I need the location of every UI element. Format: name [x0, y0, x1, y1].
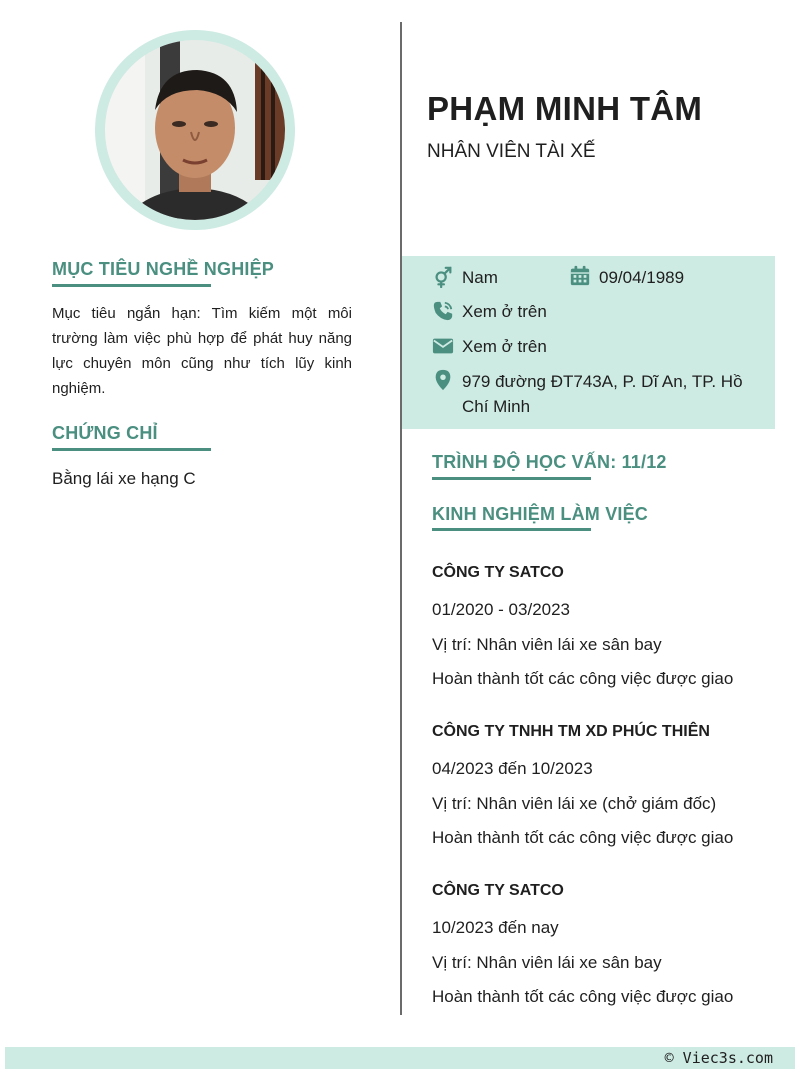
certificates-text: Bằng lái xe hạng C: [52, 469, 196, 488]
job-period: 04/2023 đến 10/2023: [432, 759, 593, 778]
experience-heading: KINH NGHIỆM LÀM VIỆC: [432, 504, 649, 524]
calendar-icon: [569, 265, 591, 287]
phone-value: Xem ở trên: [462, 302, 547, 321]
certificates-heading: CHỨNG CHỈ: [52, 423, 158, 443]
objective-heading-underline: [52, 284, 211, 287]
education-heading-underline: [432, 477, 591, 480]
job-position: Vị trí: Nhân viên lái xe sân bay: [432, 953, 662, 972]
job-description: Hoàn thành tốt các công việc được giao: [432, 987, 734, 1006]
job-company: CÔNG TY TNHH TM XD PHÚC THIÊN: [432, 723, 710, 740]
profile-photo: [105, 40, 285, 220]
email-value: Xem ở trên: [462, 337, 547, 356]
experience-heading-underline: [432, 528, 591, 531]
footer-copyright: © Viec3s.com: [664, 1049, 773, 1067]
objective-text: Mục tiêu ngắn hạn: Tìm kiếm một môi trường làm việc phù hợp để phát huy năng lực chuyên môn cũng như tích lũy kinh nghiệm.: [52, 305, 352, 397]
gender-icon: [432, 266, 454, 288]
job-period: 01/2020 - 03/2023: [432, 600, 571, 619]
birthdate-value: 09/04/1989: [599, 268, 685, 287]
job-description: Hoàn thành tốt các công việc được giao: [432, 669, 734, 688]
job-position: Vị trí: Nhân viên lái xe sân bay: [432, 635, 662, 654]
job-company: CÔNG TY SATCO: [432, 564, 564, 581]
certificates-heading-underline: [52, 448, 211, 451]
gender-value: Nam: [462, 268, 498, 287]
job-company: CÔNG TY SATCO: [432, 882, 564, 899]
job-description: Hoàn thành tốt các công việc được giao: [432, 828, 734, 847]
phone-icon: [432, 300, 454, 322]
objective-heading: MỤC TIÊU NGHỀ NGHIỆP: [52, 259, 275, 279]
education-heading: TRÌNH ĐỘ HỌC VẤN: 11/12: [432, 452, 667, 472]
address-value: 979 đường ĐT743A, P. Dĩ An, TP. Hồ Chí Minh: [462, 372, 743, 416]
avatar: [95, 30, 295, 230]
location-icon: [432, 369, 454, 391]
candidate-name: PHẠM MINH TÂM: [427, 90, 703, 127]
column-divider: [400, 22, 402, 1015]
job-position: Vị trí: Nhân viên lái xe (chở giám đốc): [432, 794, 717, 813]
candidate-role: NHÂN VIÊN TÀI XẾ: [427, 141, 596, 162]
email-icon: [432, 335, 454, 357]
job-period: 10/2023 đến nay: [432, 918, 559, 937]
footer-bar: [5, 1047, 795, 1069]
